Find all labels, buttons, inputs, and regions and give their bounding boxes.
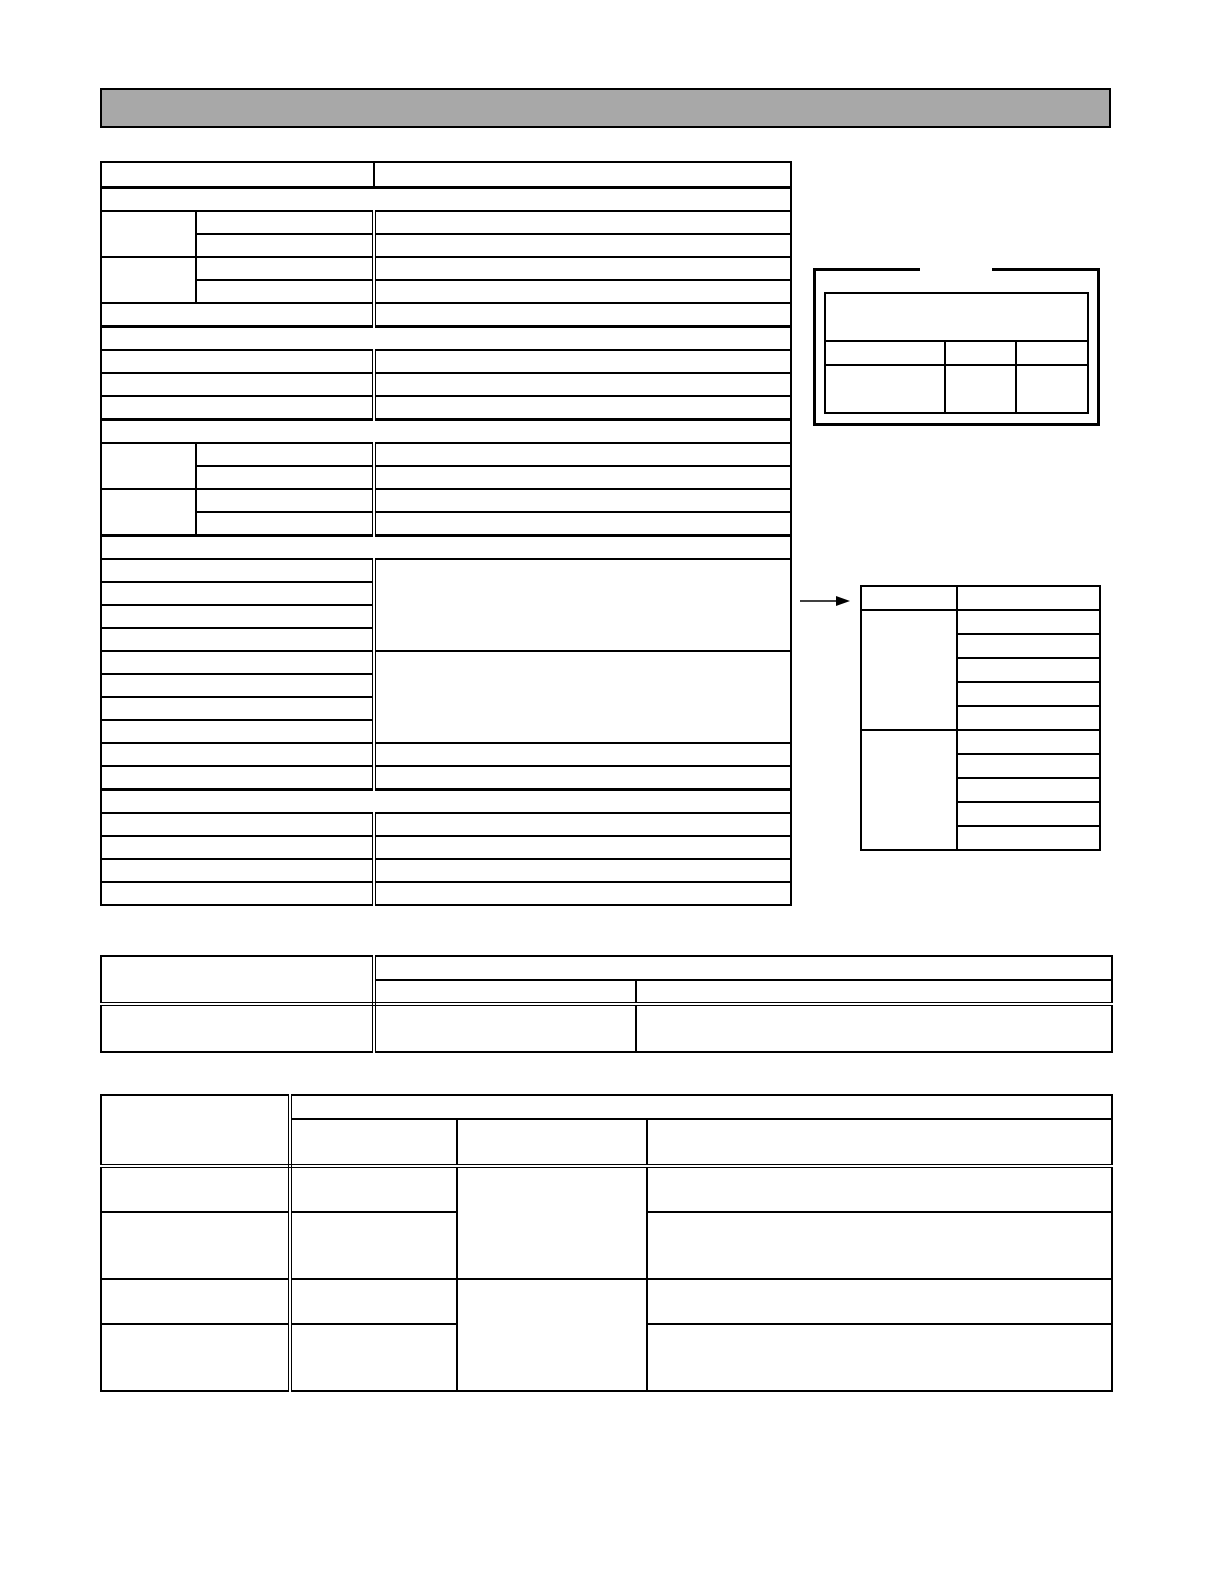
spec-label xyxy=(101,743,374,766)
model-data-row xyxy=(101,1166,1112,1212)
name-plate-column xyxy=(945,341,1016,365)
spec-label xyxy=(101,836,374,859)
spec-sub-label xyxy=(196,257,374,280)
model-cell xyxy=(290,1212,457,1279)
right-arrow-icon xyxy=(800,593,850,609)
spec-label xyxy=(101,674,374,697)
spec-sub-label xyxy=(196,280,374,303)
spec-header-row xyxy=(101,162,791,187)
section-title-bar xyxy=(100,88,1111,128)
model-cell xyxy=(290,1324,457,1391)
model-cell xyxy=(647,1279,1112,1324)
spec-row xyxy=(101,489,791,512)
spec-row xyxy=(101,257,791,280)
model-cell xyxy=(647,1166,1112,1212)
spec-value xyxy=(374,396,791,419)
name-plate-value-row xyxy=(825,365,1088,413)
spec-sub-label xyxy=(196,466,374,489)
spec-label xyxy=(101,559,374,582)
name-plate-column xyxy=(825,341,945,365)
spec-row xyxy=(101,303,791,326)
model-table xyxy=(100,1094,1113,1392)
spec-row xyxy=(101,234,791,257)
power-cell xyxy=(636,1004,1112,1052)
spec-value xyxy=(374,859,791,882)
spec-value xyxy=(374,234,791,257)
power-col1-header xyxy=(101,956,374,1004)
spec-row xyxy=(101,743,791,766)
detail-item xyxy=(957,778,1100,802)
name-plate-value xyxy=(1016,365,1088,413)
spec-section-row xyxy=(101,789,791,813)
model-cell xyxy=(290,1166,457,1212)
spec-row xyxy=(101,350,791,373)
spec-label xyxy=(101,813,374,836)
spec-header-cell xyxy=(374,162,791,187)
spec-row xyxy=(101,512,791,535)
detail-item xyxy=(957,706,1100,730)
detail-group-label xyxy=(861,730,957,850)
spec-label xyxy=(101,720,374,743)
name-plate-caption xyxy=(920,260,992,276)
detail-item xyxy=(957,682,1100,706)
model-merged-cell xyxy=(457,1166,647,1279)
spec-label xyxy=(101,628,374,651)
name-plate-value xyxy=(825,365,945,413)
model-cell xyxy=(101,1324,290,1391)
spec-value xyxy=(374,882,791,905)
model-merged-cell xyxy=(457,1279,647,1391)
spec-label xyxy=(101,582,374,605)
spec-section-title xyxy=(101,419,791,443)
power-data-row xyxy=(101,1004,1112,1052)
detail-item xyxy=(957,802,1100,826)
spec-value xyxy=(374,836,791,859)
spec-value xyxy=(374,512,791,535)
spec-group-label xyxy=(101,443,196,489)
name-plate-column-row xyxy=(825,341,1088,365)
model-group-header xyxy=(290,1095,1112,1119)
specification-table xyxy=(100,161,792,906)
spec-value xyxy=(374,443,791,466)
spec-row xyxy=(101,766,791,789)
spec-value xyxy=(374,489,791,512)
spec-sub-label xyxy=(196,211,374,234)
spec-label xyxy=(101,651,374,674)
spec-label xyxy=(101,373,374,396)
spec-row xyxy=(101,813,791,836)
spec-sub-label xyxy=(196,234,374,257)
name-plate-heading xyxy=(825,293,1088,341)
spec-section-row xyxy=(101,419,791,443)
power-sub-header xyxy=(636,980,1112,1004)
spec-label xyxy=(101,859,374,882)
model-cell xyxy=(101,1212,290,1279)
spec-value xyxy=(374,743,791,766)
spec-value xyxy=(374,303,791,326)
detail-group-label xyxy=(861,610,957,730)
spec-value xyxy=(374,766,791,789)
spec-sub-label xyxy=(196,512,374,535)
detail-item xyxy=(957,610,1100,634)
model-cell xyxy=(290,1279,457,1324)
model-data-row xyxy=(101,1279,1112,1324)
spec-sub-label xyxy=(196,489,374,512)
spec-merged-value xyxy=(374,651,791,743)
model-cell xyxy=(101,1279,290,1324)
spec-row xyxy=(101,373,791,396)
spec-value xyxy=(374,373,791,396)
power-cell xyxy=(101,1004,374,1052)
power-sub-header xyxy=(374,980,636,1004)
detail-header-row xyxy=(861,586,1100,610)
power-table xyxy=(100,955,1113,1053)
spec-row xyxy=(101,280,791,303)
spec-group-label xyxy=(101,257,196,303)
spec-row xyxy=(101,466,791,489)
spec-label xyxy=(101,396,374,419)
spec-label xyxy=(101,882,374,905)
spec-value xyxy=(374,211,791,234)
spec-value xyxy=(374,813,791,836)
spec-row xyxy=(101,211,791,234)
spec-merged-value xyxy=(374,559,791,651)
spec-row xyxy=(101,651,791,674)
spec-row xyxy=(101,859,791,882)
model-cell xyxy=(647,1324,1112,1391)
spec-value xyxy=(374,257,791,280)
model-cell xyxy=(647,1212,1112,1279)
detail-table xyxy=(860,585,1101,851)
model-sub-header xyxy=(647,1119,1112,1166)
model-sub-header xyxy=(457,1119,647,1166)
name-plate-heading-row xyxy=(825,293,1088,341)
power-cell xyxy=(374,1004,636,1052)
detail-item xyxy=(957,826,1100,850)
model-cell xyxy=(101,1166,290,1212)
detail-item xyxy=(957,730,1100,754)
spec-section-title xyxy=(101,187,791,211)
power-group-row xyxy=(101,956,1112,980)
detail-row xyxy=(861,730,1100,754)
spec-label xyxy=(101,303,374,326)
detail-header-cell xyxy=(861,586,957,610)
detail-item xyxy=(957,658,1100,682)
spec-label xyxy=(101,605,374,628)
name-plate-value xyxy=(945,365,1016,413)
spec-sub-label xyxy=(196,443,374,466)
detail-item xyxy=(957,754,1100,778)
spec-value xyxy=(374,280,791,303)
power-group-header xyxy=(374,956,1112,980)
spec-header-cell xyxy=(101,162,374,187)
spec-value xyxy=(374,466,791,489)
spec-label xyxy=(101,350,374,373)
detail-header-cell xyxy=(957,586,1100,610)
spec-section-title xyxy=(101,535,791,559)
spec-row xyxy=(101,559,791,582)
spec-section-row xyxy=(101,187,791,211)
model-sub-header xyxy=(290,1119,457,1166)
spec-group-label xyxy=(101,489,196,535)
spec-section-row xyxy=(101,535,791,559)
spec-row xyxy=(101,396,791,419)
spec-section-row xyxy=(101,326,791,350)
name-plate-column xyxy=(1016,341,1088,365)
spec-section-title xyxy=(101,326,791,350)
spec-group-label xyxy=(101,211,196,257)
model-col1-header xyxy=(101,1095,290,1166)
spec-label xyxy=(101,766,374,789)
spec-section-title xyxy=(101,789,791,813)
spec-label xyxy=(101,697,374,720)
spec-row xyxy=(101,836,791,859)
spec-value xyxy=(374,350,791,373)
detail-row xyxy=(861,610,1100,634)
model-group-row xyxy=(101,1095,1112,1119)
detail-item xyxy=(957,634,1100,658)
spec-row xyxy=(101,443,791,466)
spec-row xyxy=(101,882,791,905)
name-plate-table xyxy=(824,292,1089,414)
